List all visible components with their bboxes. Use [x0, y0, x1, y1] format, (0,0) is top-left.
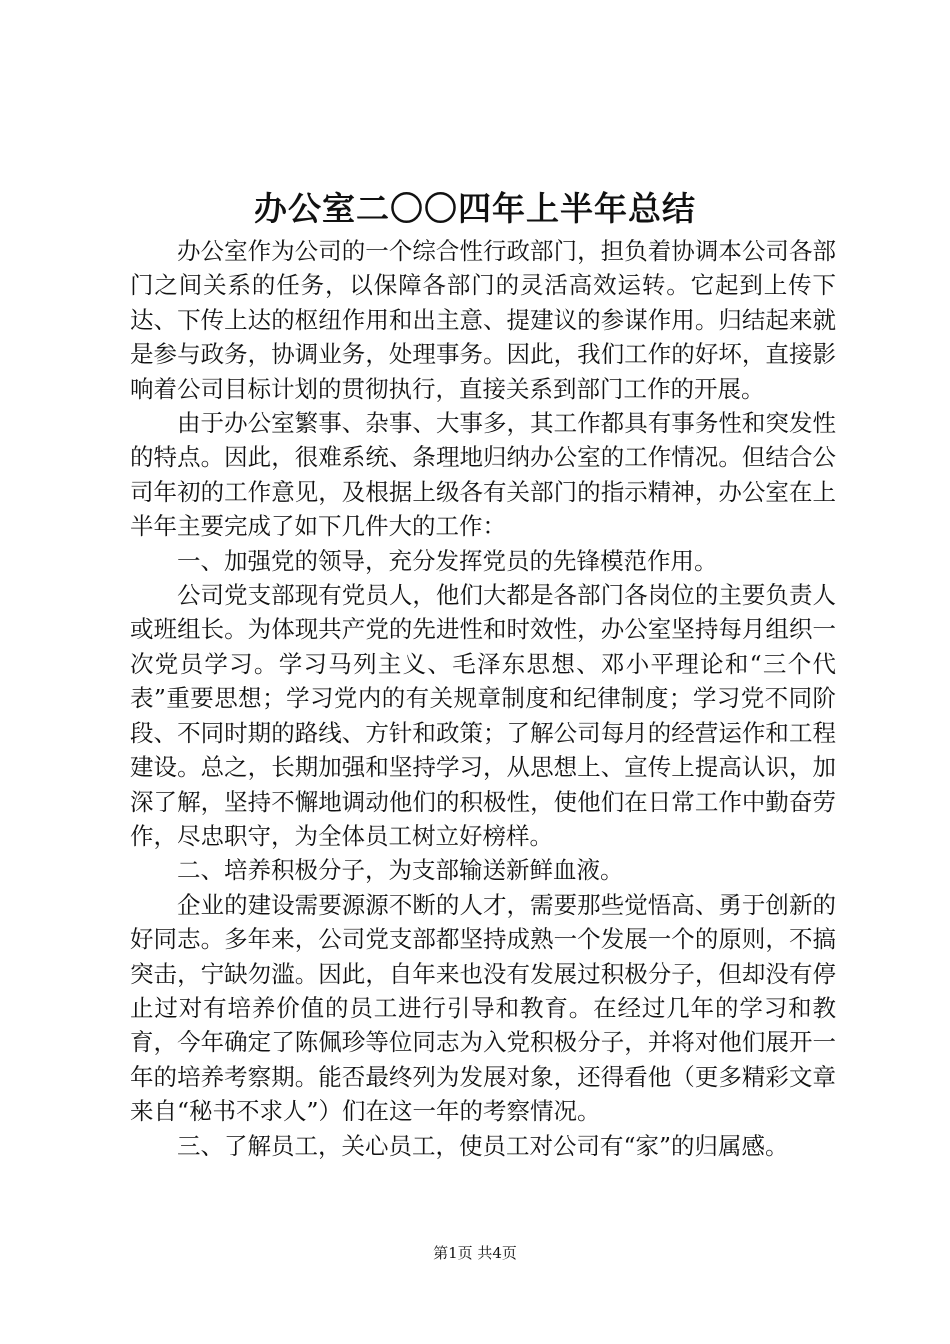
- section-heading-1: 一、加强党的领导，充分发挥党员的先锋模范作用。: [177, 546, 718, 575]
- section-heading-3: 三、了解员工，关心员工，使员工对公司有“家”的归属感。: [177, 1131, 789, 1160]
- page-number-footer: 第1页 共4页: [433, 1244, 517, 1262]
- section-heading-2: 二、培养积极分子，为支部输送新鲜血液。: [177, 856, 624, 885]
- paragraph-intro: 办公室作为公司的一个综合性行政部门，担负着协调本公司各部门之间关系的任务，以保障各部门的灵活高效运转。它起到上传下达、下传上达的枢纽作用和出主意、提建议的参谋作用。归结起来就是参与政务，协调业务，处理事务。因此，我们工作的好坏，直接影响着公司目标计划的贯彻执行，直接关系到部门工作的开展。: [130, 237, 836, 403]
- document-body: [130, 234, 836, 1163]
- document-title: 办公室二〇〇四年上半年总结: [254, 189, 696, 228]
- paragraph-party-study: 公司党支部现有党员人，他们大都是各部门各岗位的主要负责人或班组长。为体现共产党的先进性和时效性，办公室坚持每月组织一次党员学习。学习马列主义、毛泽东思想、邓小平理论和“三个代表”重要思想；学习党内的有关规章制度和纪律制度；学习党不同阶段、不同时期的路线、方针和政策；了解公司每月的经营运作和工程建设。总之，长期加强和坚持学习，从思想上、宣传上提高认识，加深了解，坚持不懈地调动他们的积极性，使他们在日常工作中勤奋劳作，尽忠职守，为全体员工树立好榜样。: [130, 581, 836, 850]
- paragraph-overview: 由于办公室繁事、杂事、大事多，其工作都具有事务性和突发性的特点。因此，很难系统、条理地归纳办公室的工作情况。但结合公司年初的工作意见，及根据上级各有关部门的指示精神，办公室在上半年主要完成了如下几件大的工作：: [130, 409, 836, 541]
- paragraph-activists: 企业的建设需要源源不断的人才，需要那些觉悟高、勇于创新的好同志。多年来，公司党支部都坚持成熟一个发展一个的原则，不搞突击，宁缺勿滥。因此，自年来也没有发展过积极分子，但却没有停止过对有培养价值的员工进行引导和教育。在经过几年的学习和教育，今年确定了陈佩珍等位同志为入党积极分子，并将对他们展开一年的培养考察期。能否最终列为发展对象，还得看他（更多精彩文章来自“秘书不求人”）们在这一年的考察情况。: [130, 890, 836, 1126]
